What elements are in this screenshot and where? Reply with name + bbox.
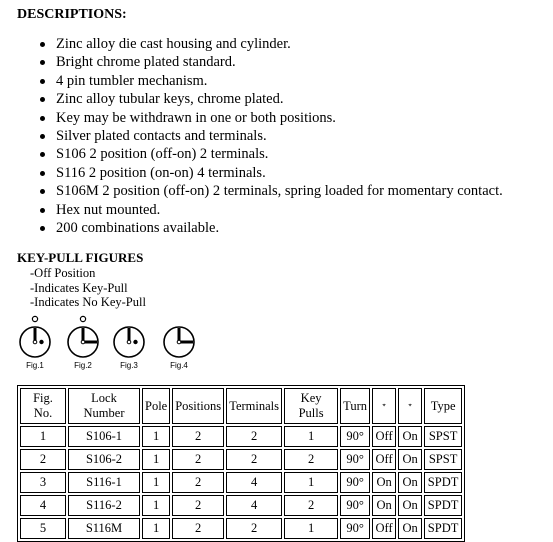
bullet-icon bbox=[40, 134, 45, 139]
bullet-icon bbox=[40, 60, 45, 65]
table-row: 5 S116M 1 2 2 1 90° Off On SPDT bbox=[20, 518, 462, 539]
figure-3 bbox=[112, 314, 146, 370]
figure-2 bbox=[66, 314, 100, 370]
key-pull-heading: KEY-PULL FIGURES bbox=[17, 250, 144, 265]
figure-label: Fig.4 bbox=[170, 361, 188, 370]
description-item: S106M 2 position (off-on) 2 terminals, spring loaded for momentary contact. bbox=[38, 182, 503, 200]
figure-1 bbox=[18, 314, 52, 370]
description-item: Key may be withdrawn in one or both positions. bbox=[38, 109, 503, 127]
bullet-icon bbox=[40, 97, 45, 102]
table-row: 2 S106-2 1 2 2 2 90° Off On SPST bbox=[20, 449, 462, 470]
description-item: Zinc alloy tubular keys, chrome plated. bbox=[38, 90, 503, 108]
col-turn: Turn bbox=[340, 388, 370, 424]
bullet-icon bbox=[40, 189, 45, 194]
figure-4 bbox=[162, 314, 196, 370]
description-item: 4 pin tumbler mechanism. bbox=[38, 72, 503, 90]
table-header-row bbox=[20, 388, 462, 424]
col-pole: Pole bbox=[142, 388, 170, 424]
figure-label: Fig.3 bbox=[120, 361, 138, 370]
figure-label: Fig.2 bbox=[74, 361, 92, 370]
col-lock-number: Lock Number bbox=[68, 388, 140, 424]
col-position-1-symbol: ⌖ bbox=[372, 388, 396, 424]
table-row: 3 S116-1 1 2 4 1 90° On On SPDT bbox=[20, 472, 462, 493]
table-row: 4 S116-2 1 2 4 2 90° On On SPDT bbox=[20, 495, 462, 516]
description-item: Bright chrome plated standard. bbox=[38, 53, 503, 71]
description-item: Hex nut mounted. bbox=[38, 201, 503, 219]
lock-position-icon bbox=[112, 314, 146, 360]
table-row: 1 S106-1 1 2 2 1 90° Off On SPST bbox=[20, 426, 462, 447]
bullet-icon bbox=[40, 152, 45, 157]
col-terminals: Terminals bbox=[226, 388, 282, 424]
description-item: 200 combinations available. bbox=[38, 219, 503, 237]
key-pull-figures bbox=[18, 314, 208, 374]
bullet-icon bbox=[40, 208, 45, 213]
key-pull-legend bbox=[30, 266, 146, 310]
col-key-pulls: Key Pulls bbox=[284, 388, 338, 424]
col-fig-no: Fig. No. bbox=[20, 388, 66, 424]
bullet-icon bbox=[40, 79, 45, 84]
description-item: S106 2 position (off-on) 2 terminals. bbox=[38, 145, 503, 163]
legend-no-key-pull: -Indicates No Key-Pull bbox=[30, 295, 146, 309]
bullet-icon bbox=[40, 226, 45, 231]
descriptions-heading: DESCRIPTIONS: bbox=[17, 7, 127, 22]
figure-label: Fig.1 bbox=[26, 361, 44, 370]
descriptions-list bbox=[38, 35, 503, 237]
col-position-2-symbol: ⌖ bbox=[398, 388, 422, 424]
description-item: S116 2 position (on-on) 4 terminals. bbox=[38, 164, 503, 182]
bullet-icon bbox=[40, 171, 45, 176]
description-item: Silver plated contacts and terminals. bbox=[38, 127, 503, 145]
legend-key-pull: -Indicates Key-Pull bbox=[30, 280, 128, 295]
bullet-icon bbox=[40, 116, 45, 121]
specification-table bbox=[17, 385, 465, 542]
description-item: Zinc alloy die cast housing and cylinder. bbox=[38, 35, 503, 53]
lock-position-icon bbox=[18, 314, 52, 360]
legend-off-position: -Off Position bbox=[30, 266, 96, 280]
lock-position-icon bbox=[66, 314, 100, 360]
col-positions: Positions bbox=[172, 388, 224, 424]
col-type: Type bbox=[424, 388, 462, 424]
bullet-icon bbox=[40, 42, 45, 47]
lock-position-icon bbox=[162, 314, 196, 360]
